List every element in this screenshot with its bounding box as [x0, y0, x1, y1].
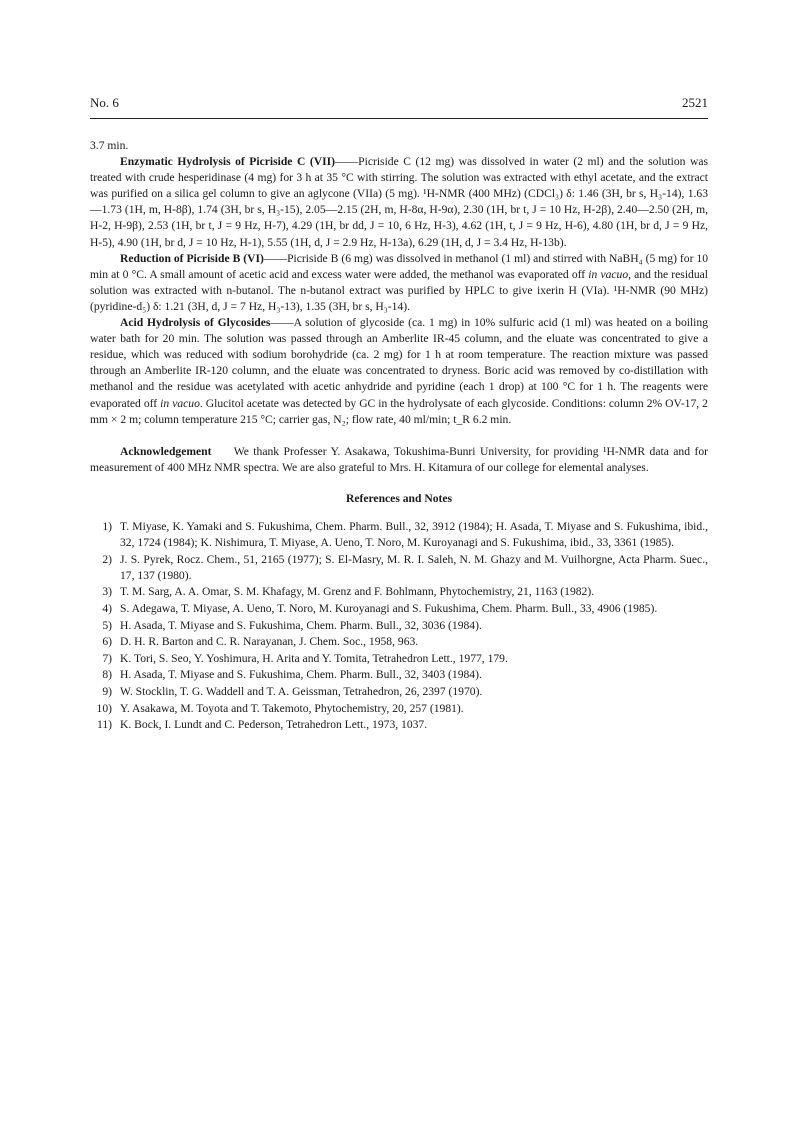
- running-header: [90, 95, 708, 111]
- paragraph-acknowledgement: [90, 444, 708, 476]
- reference-number: 3): [102, 585, 112, 599]
- italic-term: in vacuo: [588, 267, 629, 281]
- reference-text: K. Bock, I. Lundt and C. Pederson, Tetrahedron Lett., 1973, 1037.: [120, 718, 428, 732]
- reference-item: [90, 684, 708, 700]
- reference-text: K. Tori, S. Seo, Y. Yoshimura, H. Arita and Y. Tomita, Tetrahedron Lett., 1977, 179.: [120, 651, 508, 665]
- header-rule: [90, 118, 708, 119]
- reference-text: J. S. Pyrek, Rocz. Chem., 51, 2165 (1977); S. El-Masry, M. R. I. Saleh, N. M. Ghazy and M. Vuilhorgne, Acta Pharm. Suec., 17, 137 (1980).: [120, 552, 708, 582]
- paragraph-text: . Glucitol acetate was detected by GC in the hydrolysate of each glycoside. Conditions: column 2% OV-17, 2 mm × 2 m; column temperature 215 °C; carrier gas, N₂; flow rate, 40 ml/min; t_R 6.2 min.: [90, 396, 708, 426]
- reference-number: 4): [102, 601, 112, 615]
- reference-item: [90, 519, 708, 551]
- paragraph-text: ——Picriside C (12 mg) was dissolved in water (2 ml) and the solution was treated with crude hesperidinase (4 mg) for 3 h at 35 °C with stirring. The solution was extracted with ethyl acetate, and the extract was purified on a silica gel column to give an aglycone (VIIa) (5 mg). ¹H-NMR (400 MHz) (CDCl₃) δ: 1.46 (3H, br s, H₃-14), 1.63—1.73 (1H, m, H-8β), 1.74 (3H, br s, H₃-15), 2.05—2.15 (2H, m, H-8α, H-9α), 2.30 (1H, br t, J = 10 Hz, H-2β), 2.40—2.50 (2H, m, H-2, H-9β), 2.53 (1H, br t, J = 9 Hz, H-7), 4.29 (1H, br dd, J = 10, 6 Hz, H-3), 4.62 (1H, t, J = 9 Hz, H-6), 4.80 (1H, br d, J = 9 Hz, H-5), 4.90 (1H, br d, J = 10 Hz, H-1), 5.55 (1H, d, J = 2.9 Hz, H-13a), 6.29 (1H, d, J = 3.4 Hz, H-13b).: [90, 155, 708, 249]
- issue-number: No. 6: [90, 95, 119, 110]
- reference-text: S. Adegawa, T. Miyase, A. Ueno, T. Noro, M. Kuroyanagi and S. Fukushima, Chem. Pharm. Bull., 33, 4906 (1985).: [120, 601, 658, 615]
- paragraph-reduction: [90, 251, 708, 315]
- reference-text: D. H. R. Barton and C. R. Narayanan, J. Chem. Soc., 1958, 963.: [120, 635, 419, 649]
- paragraph-time: 3.7 min.: [90, 139, 129, 152]
- references-list: [90, 519, 708, 733]
- paragraph-text: We thank Professer Y. Asakawa, Tokushima-Bunri University, for providing ¹H-NMR data and for measurement of 400 MHz NMR spectra. We are also grateful to Mrs. H. Kitamura of our college for elemental analyses.: [90, 444, 708, 474]
- paragraph-text: ——A solution of glycoside (ca. 1 mg) in 10% sulfuric acid (1 ml) was heated on a boiling water bath for 20 min. The solution was passed through an Amberlite IR-45 column, and the eluate was concentrated to give a residue, which was reduced with sodium borohydride (ca. 2 mg) for 1 h at room temperature. The reaction mixture was passed through an Amberlite IR-120 column, and the eluate was concentrated to dryness. Boric acid was removed by co-distillation with methanol and the residue was acetylated with acetic anhydride and pyridine (each 1 drop) at 100 °C for 1 h. The reagents were evaporated off: [90, 316, 708, 410]
- paragraph-text: , and the residual solution was extracted with n-butanol. The n-butanol extract was purified by HPLC to give ixerin H (VIa). ¹H-NMR (90 MHz) (pyridine-d₅) δ: 1.21 (3H, d, J = 7 Hz, H₃-13), 1.35 (3H, br s, H₃-14).: [90, 267, 709, 313]
- reference-item: [90, 701, 708, 717]
- reference-number: 7): [102, 651, 112, 665]
- page-number: 2521: [682, 95, 708, 110]
- paragraph-acid-hydrolysis: [90, 315, 708, 428]
- reference-item: [90, 601, 708, 617]
- reference-number: 9): [102, 684, 112, 698]
- article-body: [90, 138, 708, 734]
- references-heading: References and Notes: [345, 491, 453, 505]
- reference-text: W. Stocklin, T. G. Waddell and T. A. Geissman, Tetrahedron, 26, 2397 (1970).: [120, 684, 483, 698]
- reference-item: [90, 667, 708, 683]
- reference-item: [90, 717, 708, 733]
- italic-term: in vacuo: [160, 396, 200, 410]
- section-title-reduction: Reduction of Picriside B (VI): [120, 251, 264, 265]
- reference-text: T. M. Sarg, A. A. Omar, S. M. Khafagy, M. Grenz and F. Bohlmann, Phytochemistry, 21, 1163 (1982).: [120, 585, 595, 599]
- reference-number: 1): [102, 519, 112, 533]
- reference-text: H. Asada, T. Miyase and S. Fukushima, Chem. Pharm. Bull., 32, 3036 (1984).: [120, 618, 482, 632]
- reference-number: 2): [102, 552, 112, 566]
- section-title-acknowledgement: Acknowledgement: [120, 444, 212, 458]
- paragraph-text: ——Picriside B (6 mg) was dissolved in methanol (1 ml) and stirred with NaBH₄ (5 mg) for 10 min at 0 °C. A small amount of acetic acid and excess water were added, the methanol was evaporated off: [90, 251, 708, 281]
- section-title-acid-hydrolysis: Acid Hydrolysis of Glycosides: [120, 316, 271, 330]
- reference-text: T. Miyase, K. Yamaki and S. Fukushima, Chem. Pharm. Bull., 32, 3912 (1984); H. Asada, T. Miyase and S. Fukushima, ibid., 32, 1724 (1984); K. Nishimura, T. Miyase, A. Ueno, T. Noro, M. Kuroyanagi and S. Fukushima, ibid., 33, 3361 (1985).: [120, 519, 708, 550]
- reference-number: 6): [102, 635, 112, 649]
- reference-number: 5): [102, 618, 112, 632]
- reference-number: 8): [102, 668, 112, 682]
- reference-item: [90, 651, 708, 667]
- section-title-enzymatic-hydrolysis: Enzymatic Hydrolysis of Picriside C (VII): [120, 155, 335, 169]
- reference-text: Y. Asakawa, M. Toyota and T. Takemoto, Phytochemistry, 20, 257 (1981).: [120, 701, 464, 715]
- reference-item: [90, 634, 708, 650]
- reference-item: [90, 618, 708, 634]
- reference-number: 11): [96, 718, 112, 732]
- reference-text: H. Asada, T. Miyase and S. Fukushima, Chem. Pharm. Bull., 32, 3403 (1984).: [120, 668, 482, 682]
- paragraph-enzymatic-hydrolysis: [90, 154, 708, 251]
- reference-item: [90, 552, 708, 584]
- reference-number: 10): [96, 701, 112, 715]
- reference-item: [90, 584, 708, 600]
